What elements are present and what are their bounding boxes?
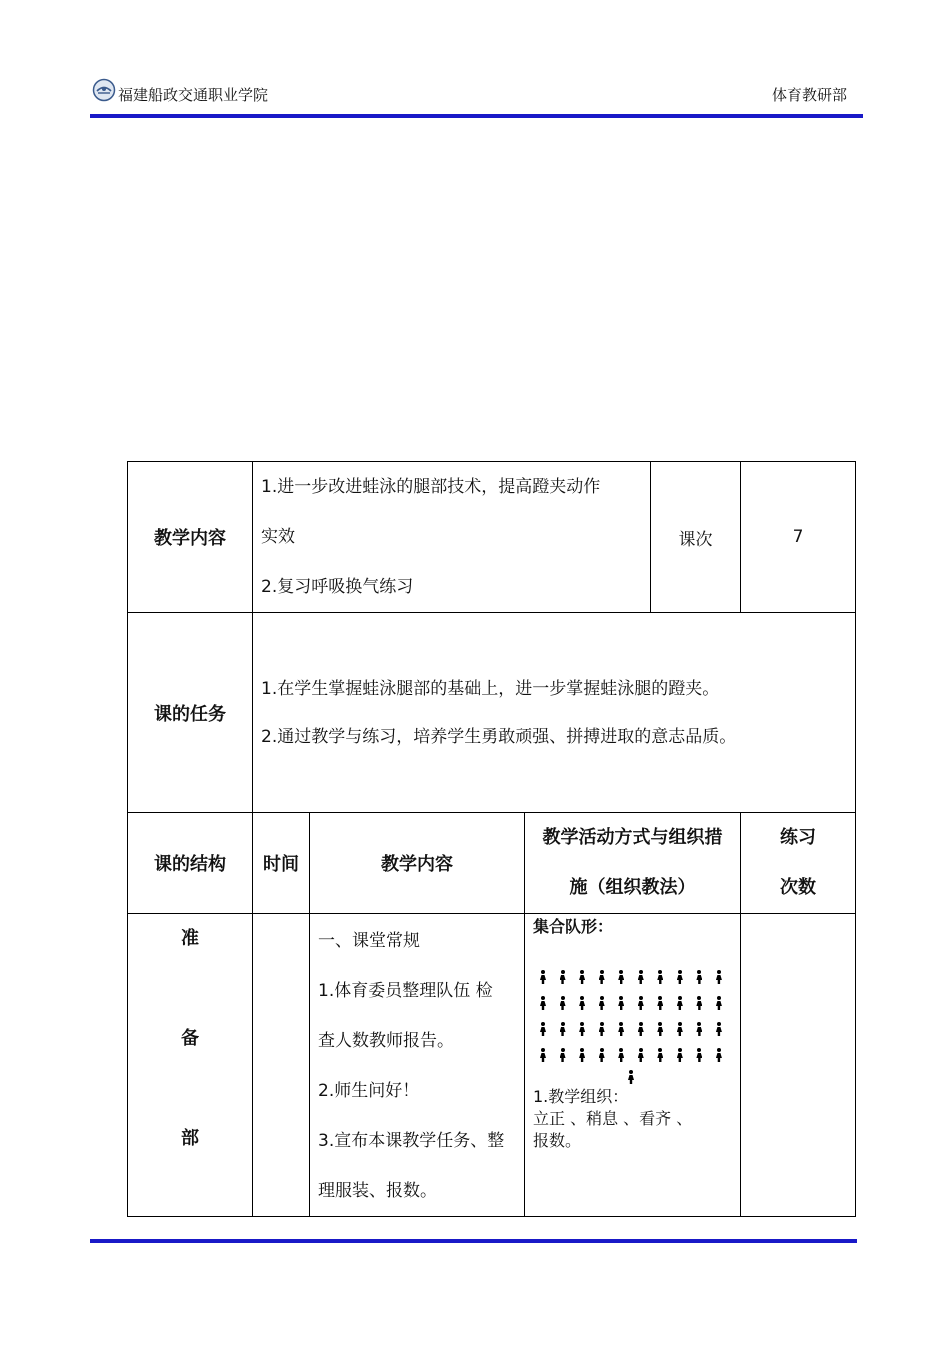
person-icon: [539, 996, 547, 1010]
person-icon: [578, 970, 586, 984]
person-icon: [676, 996, 684, 1010]
person-icon: [559, 1022, 567, 1036]
preparation-char: 准: [181, 928, 199, 949]
formation-row: [539, 958, 723, 984]
preparation-content-line: 3.宣布本课教学任务、整: [318, 1131, 505, 1151]
teaching-content-line: 2.复习呼吸换气练习: [261, 577, 414, 597]
person-icon: [578, 1048, 586, 1062]
person-icon: [695, 1022, 703, 1036]
lesson-number-label: 课次: [651, 462, 741, 613]
preparation-char: 部: [181, 1128, 199, 1149]
person-icon: [715, 1048, 723, 1062]
person-icon: [676, 970, 684, 984]
preparation-row: [128, 914, 856, 1217]
lesson-task-cell: [253, 613, 856, 813]
header-activity: [525, 813, 741, 914]
person-icon: [676, 1048, 684, 1062]
teaching-content-cell: [253, 462, 651, 613]
person-icon: [578, 1022, 586, 1036]
header-practice-line: 次数: [780, 877, 816, 898]
header-activity-line: 教学活动方式与组织措: [542, 827, 723, 848]
preparation-char: 备: [181, 1028, 199, 1049]
person-icon: [617, 1022, 625, 1036]
header-activity-line: 施（组织教法）: [569, 877, 696, 898]
person-icon: [715, 996, 723, 1010]
formation-title: 集合队形：: [533, 917, 614, 936]
person-icon: [656, 996, 664, 1010]
preparation-content-line: 1.体育委员整理队伍 检: [318, 981, 493, 1001]
person-icon: [617, 1048, 625, 1062]
organization-line: 1.教学组织：: [533, 1087, 629, 1106]
header-content: 教学内容: [310, 813, 525, 914]
person-icon: [656, 1048, 664, 1062]
person-icon: [617, 996, 625, 1010]
lesson-task-label: 课的任务: [128, 613, 253, 813]
preparation-content-cell: [310, 914, 525, 1217]
person-icon: [637, 1022, 645, 1036]
person-icon: [715, 1022, 723, 1036]
school-name: 福建船政交通职业学院: [118, 86, 269, 104]
preparation-practice-cell: [741, 914, 856, 1217]
organization-cell: [525, 914, 741, 1217]
person-icon: [598, 996, 606, 1010]
person-icon: [559, 996, 567, 1010]
preparation-content-line: 查人数教师报告。: [318, 1031, 454, 1051]
person-icon: [627, 1070, 635, 1084]
person-icon: [715, 970, 723, 984]
preparation-part-label: [128, 914, 253, 1217]
person-icon: [539, 1022, 547, 1036]
person-icon: [676, 1022, 684, 1036]
structure-header-row: [128, 813, 856, 914]
person-icon: [617, 970, 625, 984]
header-practice: [741, 813, 856, 914]
formation-diagram: [533, 958, 740, 1062]
school-emblem-icon: [92, 78, 116, 102]
header-time: 时间: [253, 813, 310, 914]
person-icon: [637, 970, 645, 984]
preparation-content-line: 一、课堂常规: [318, 931, 420, 951]
preparation-content-line: 理服装、报数。: [318, 1181, 437, 1201]
person-icon: [539, 970, 547, 984]
person-icon: [695, 1048, 703, 1062]
formation-row: [539, 984, 723, 1010]
person-icon: [695, 970, 703, 984]
person-icon: [656, 970, 664, 984]
person-icon: [559, 1048, 567, 1062]
person-icon: [656, 1022, 664, 1036]
page-header: [90, 76, 863, 118]
lesson-task-line: 2.通过教学与练习，培养学生勇敢顽强、拼搏进取的意志品质。: [261, 726, 737, 747]
person-icon: [598, 970, 606, 984]
lesson-number-value: 7: [741, 462, 856, 613]
person-icon: [578, 996, 586, 1010]
lesson-plan-table: [127, 461, 856, 1217]
teacher-position: [539, 1062, 723, 1084]
header-practice-line: 练习: [780, 827, 816, 848]
formation-row: [539, 1036, 723, 1062]
person-icon: [539, 1048, 547, 1062]
header-structure: 课的结构: [128, 813, 253, 914]
formation-row: [539, 1010, 723, 1036]
footer-divider: [90, 1239, 857, 1243]
teaching-content-line: 1.进一步改进蛙泳的腿部技术，提高蹬夹动作: [261, 477, 601, 497]
preparation-time-cell: [253, 914, 310, 1217]
organization-line: 立正 、稍息 、看齐 、: [533, 1109, 693, 1128]
lesson-task-line: 1.在学生掌握蛙泳腿部的基础上，进一步掌握蛙泳腿的蹬夹。: [261, 678, 720, 699]
department-name: 体育教研部: [771, 86, 847, 104]
person-icon: [695, 996, 703, 1010]
person-icon: [598, 1022, 606, 1036]
teaching-content-row: [128, 462, 856, 613]
preparation-content-line: 2.师生问好！: [318, 1081, 420, 1101]
header-divider: [90, 114, 863, 118]
person-icon: [637, 1048, 645, 1062]
person-icon: [637, 996, 645, 1010]
person-icon: [598, 1048, 606, 1062]
teaching-content-line: 实效: [261, 527, 295, 547]
organization-line: 报数。: [533, 1131, 582, 1150]
lesson-task-row: [128, 613, 856, 813]
person-icon: [559, 970, 567, 984]
teaching-content-label: 教学内容: [128, 462, 253, 613]
